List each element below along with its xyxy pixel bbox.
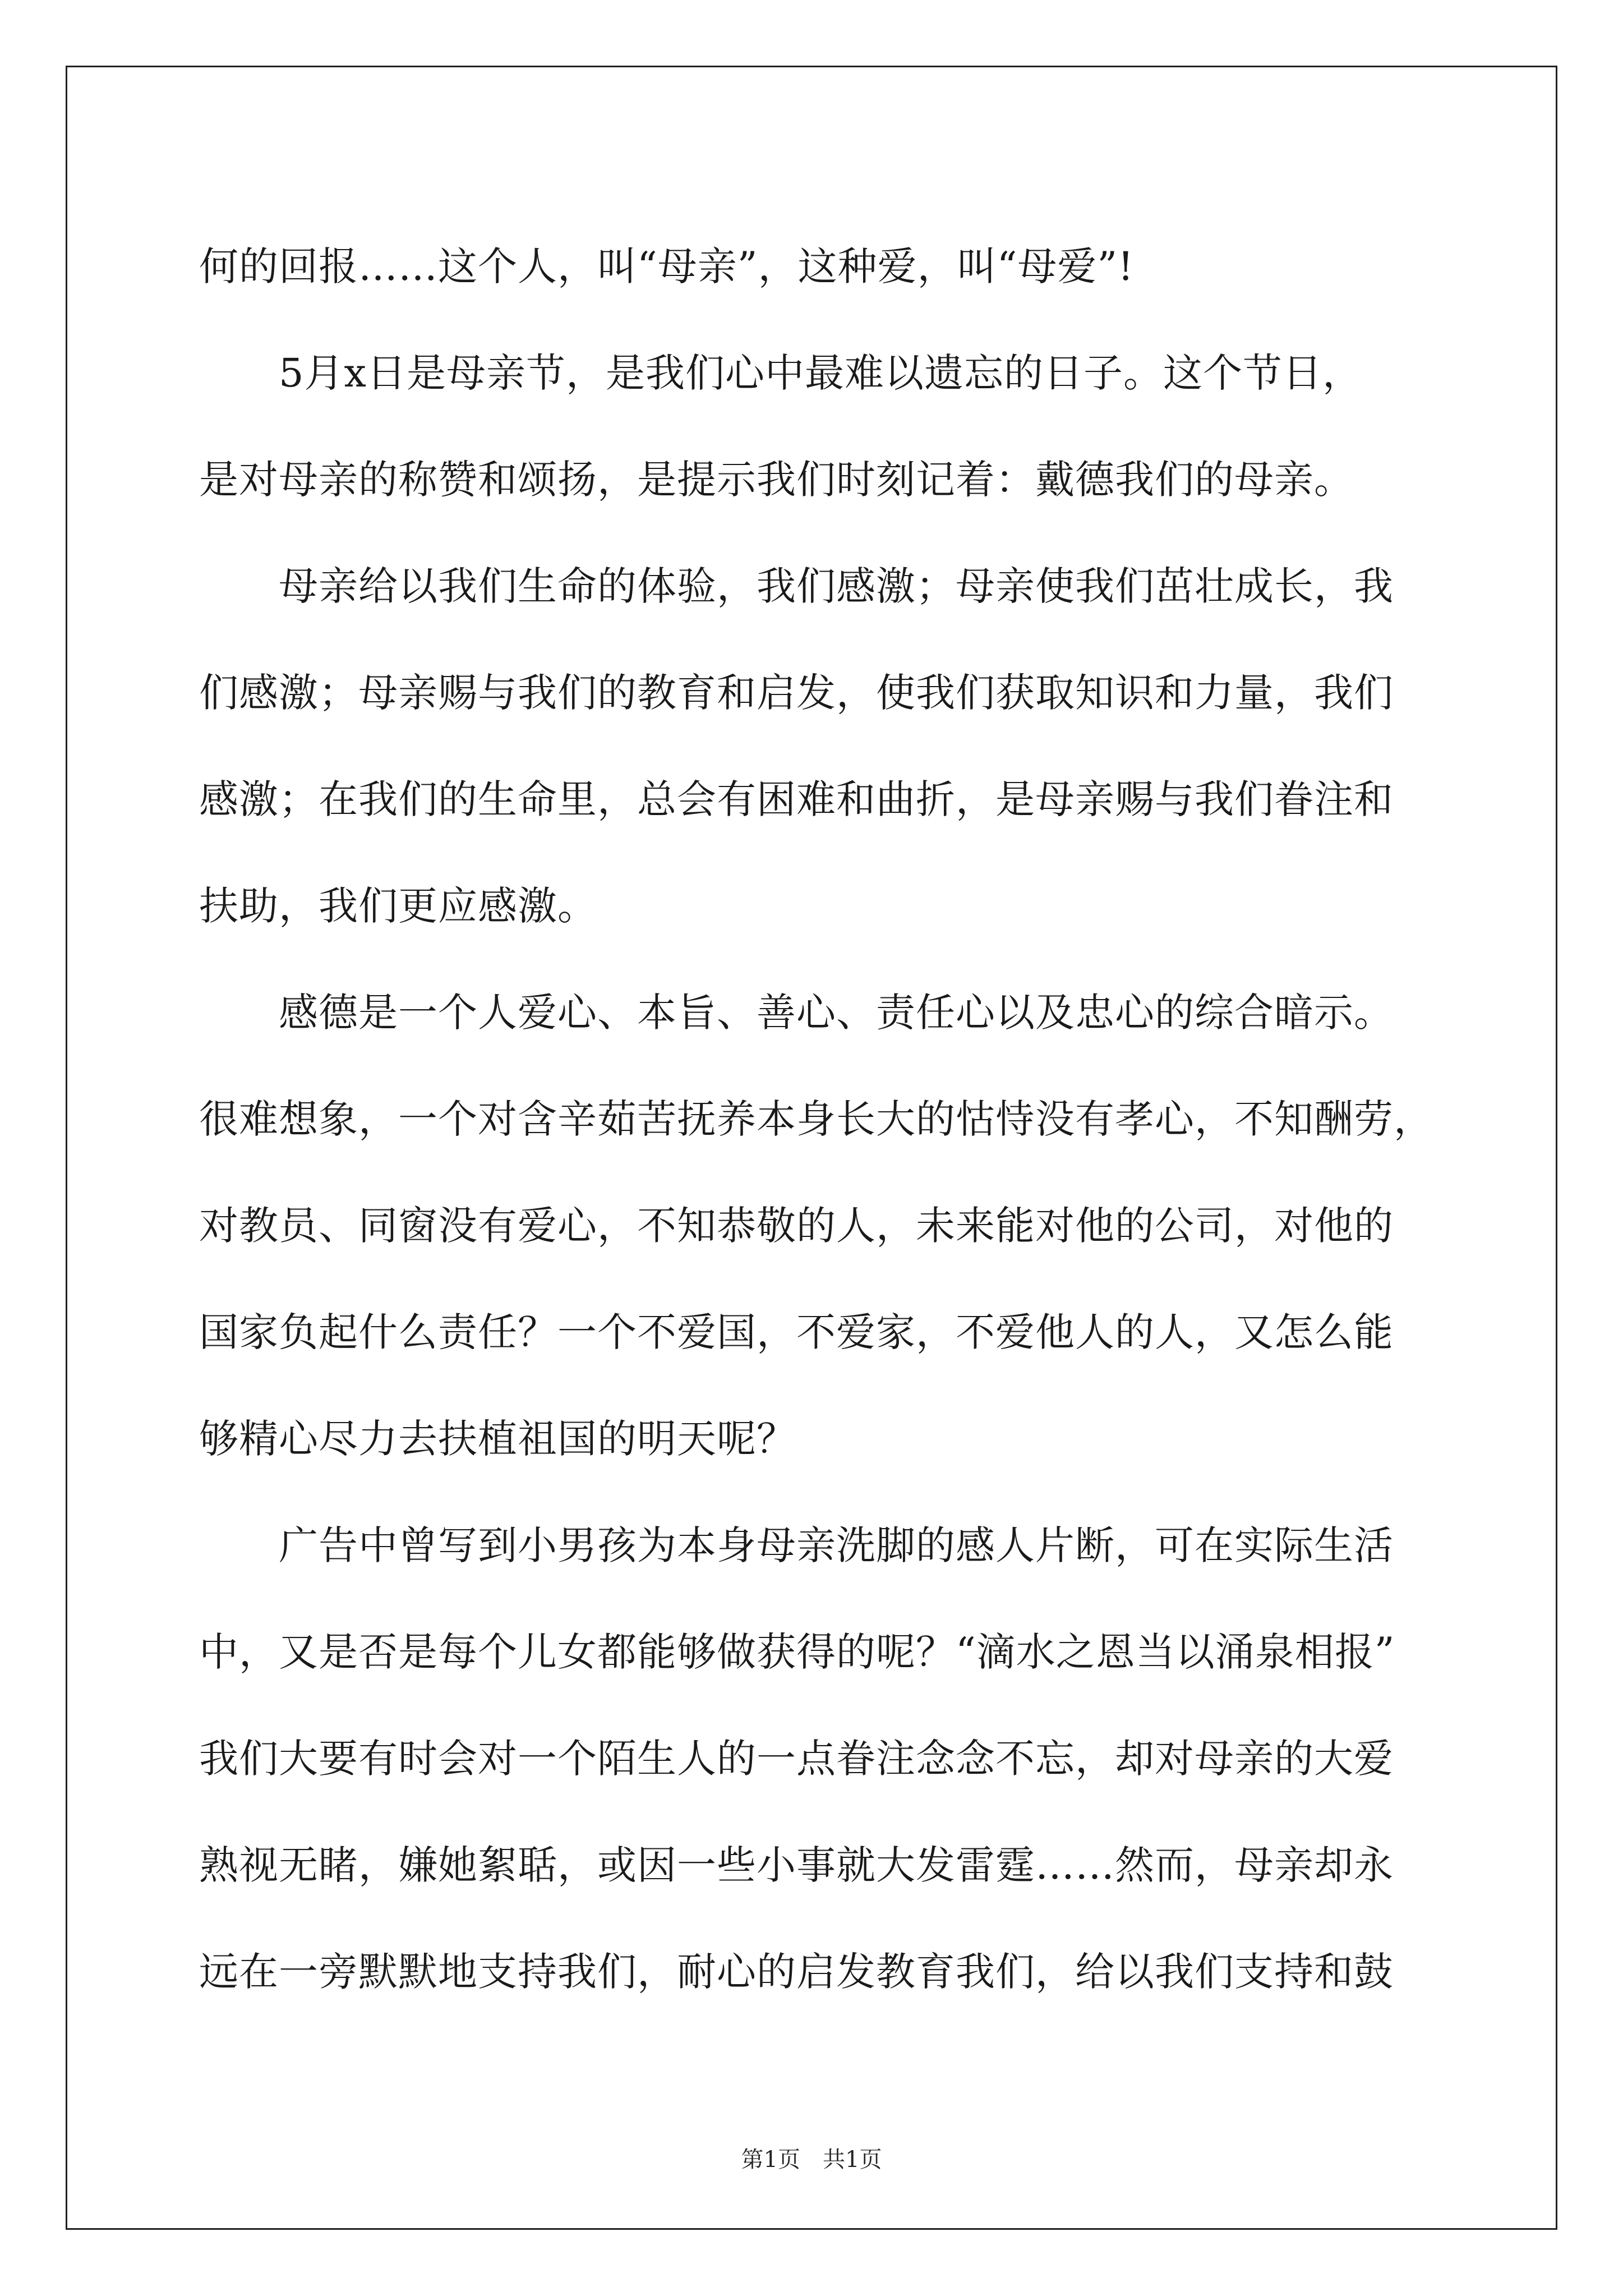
text-line: 够精心尽力去扶植祖国的明天呢？ [199, 1416, 796, 1462]
text-line: 感德是一个人爱心、本旨、善心、责任心以及忠心的综合暗示。 [199, 990, 1394, 1036]
text-line: 是对母亲的称赞和颂扬，是提示我们时刻记着：戴德我们的母亲。 [199, 457, 1354, 503]
text-line: 5月x日是母亲节，是我们心中最难以遗忘的日子。这个节日， [199, 350, 1363, 396]
text-line: 我们大要有时会对一个陌生人的一点眷注念念不忘，却对母亲的大爱 [199, 1736, 1394, 1782]
text-line: 母亲给以我们生命的体验，我们感激；母亲使我们茁壮成长，我 [199, 563, 1394, 609]
text-line: 熟视无睹，嫌她絮聒，或因一些小事就大发雷霆……然而，母亲却永 [199, 1842, 1394, 1888]
text-line: 感激；在我们的生命里，总会有困难和曲折，是母亲赐与我们眷注和 [199, 776, 1394, 822]
text-line: 对教员、同窗没有爱心，不知恭敬的人，未来能对他的公司，对他的 [199, 1203, 1394, 1249]
page-footer: 第1页 共1页 [741, 2147, 882, 2173]
text-line: 广告中曾写到小男孩为本身母亲洗脚的感人片断，可在实际生活 [199, 1522, 1394, 1568]
text-line: 何的回报……这个人，叫“母亲”，这种爱，叫“母爱”! [199, 243, 1135, 289]
document-body [199, 213, 1433, 2025]
text-line: 很难想象，一个对含辛茹苦抚养本身长大的怙恃没有孝心，不知酬劳， [199, 1096, 1433, 1142]
text-line: 扶助，我们更应感激。 [199, 883, 597, 929]
text-line: 们感激；母亲赐与我们的教育和启发，使我们获取知识和力量，我们 [199, 670, 1394, 716]
text-line: 远在一旁默默地支持我们，耐心的启发教育我们，给以我们支持和鼓 [199, 1949, 1394, 1995]
text-line: 中，又是否是每个儿女都能够做获得的呢？“滴水之恩当以涌泉相报” [199, 1629, 1395, 1675]
text-line: 国家负起什么责任？一个不爱国，不爱家，不爱他人的人，又怎么能 [199, 1309, 1394, 1355]
